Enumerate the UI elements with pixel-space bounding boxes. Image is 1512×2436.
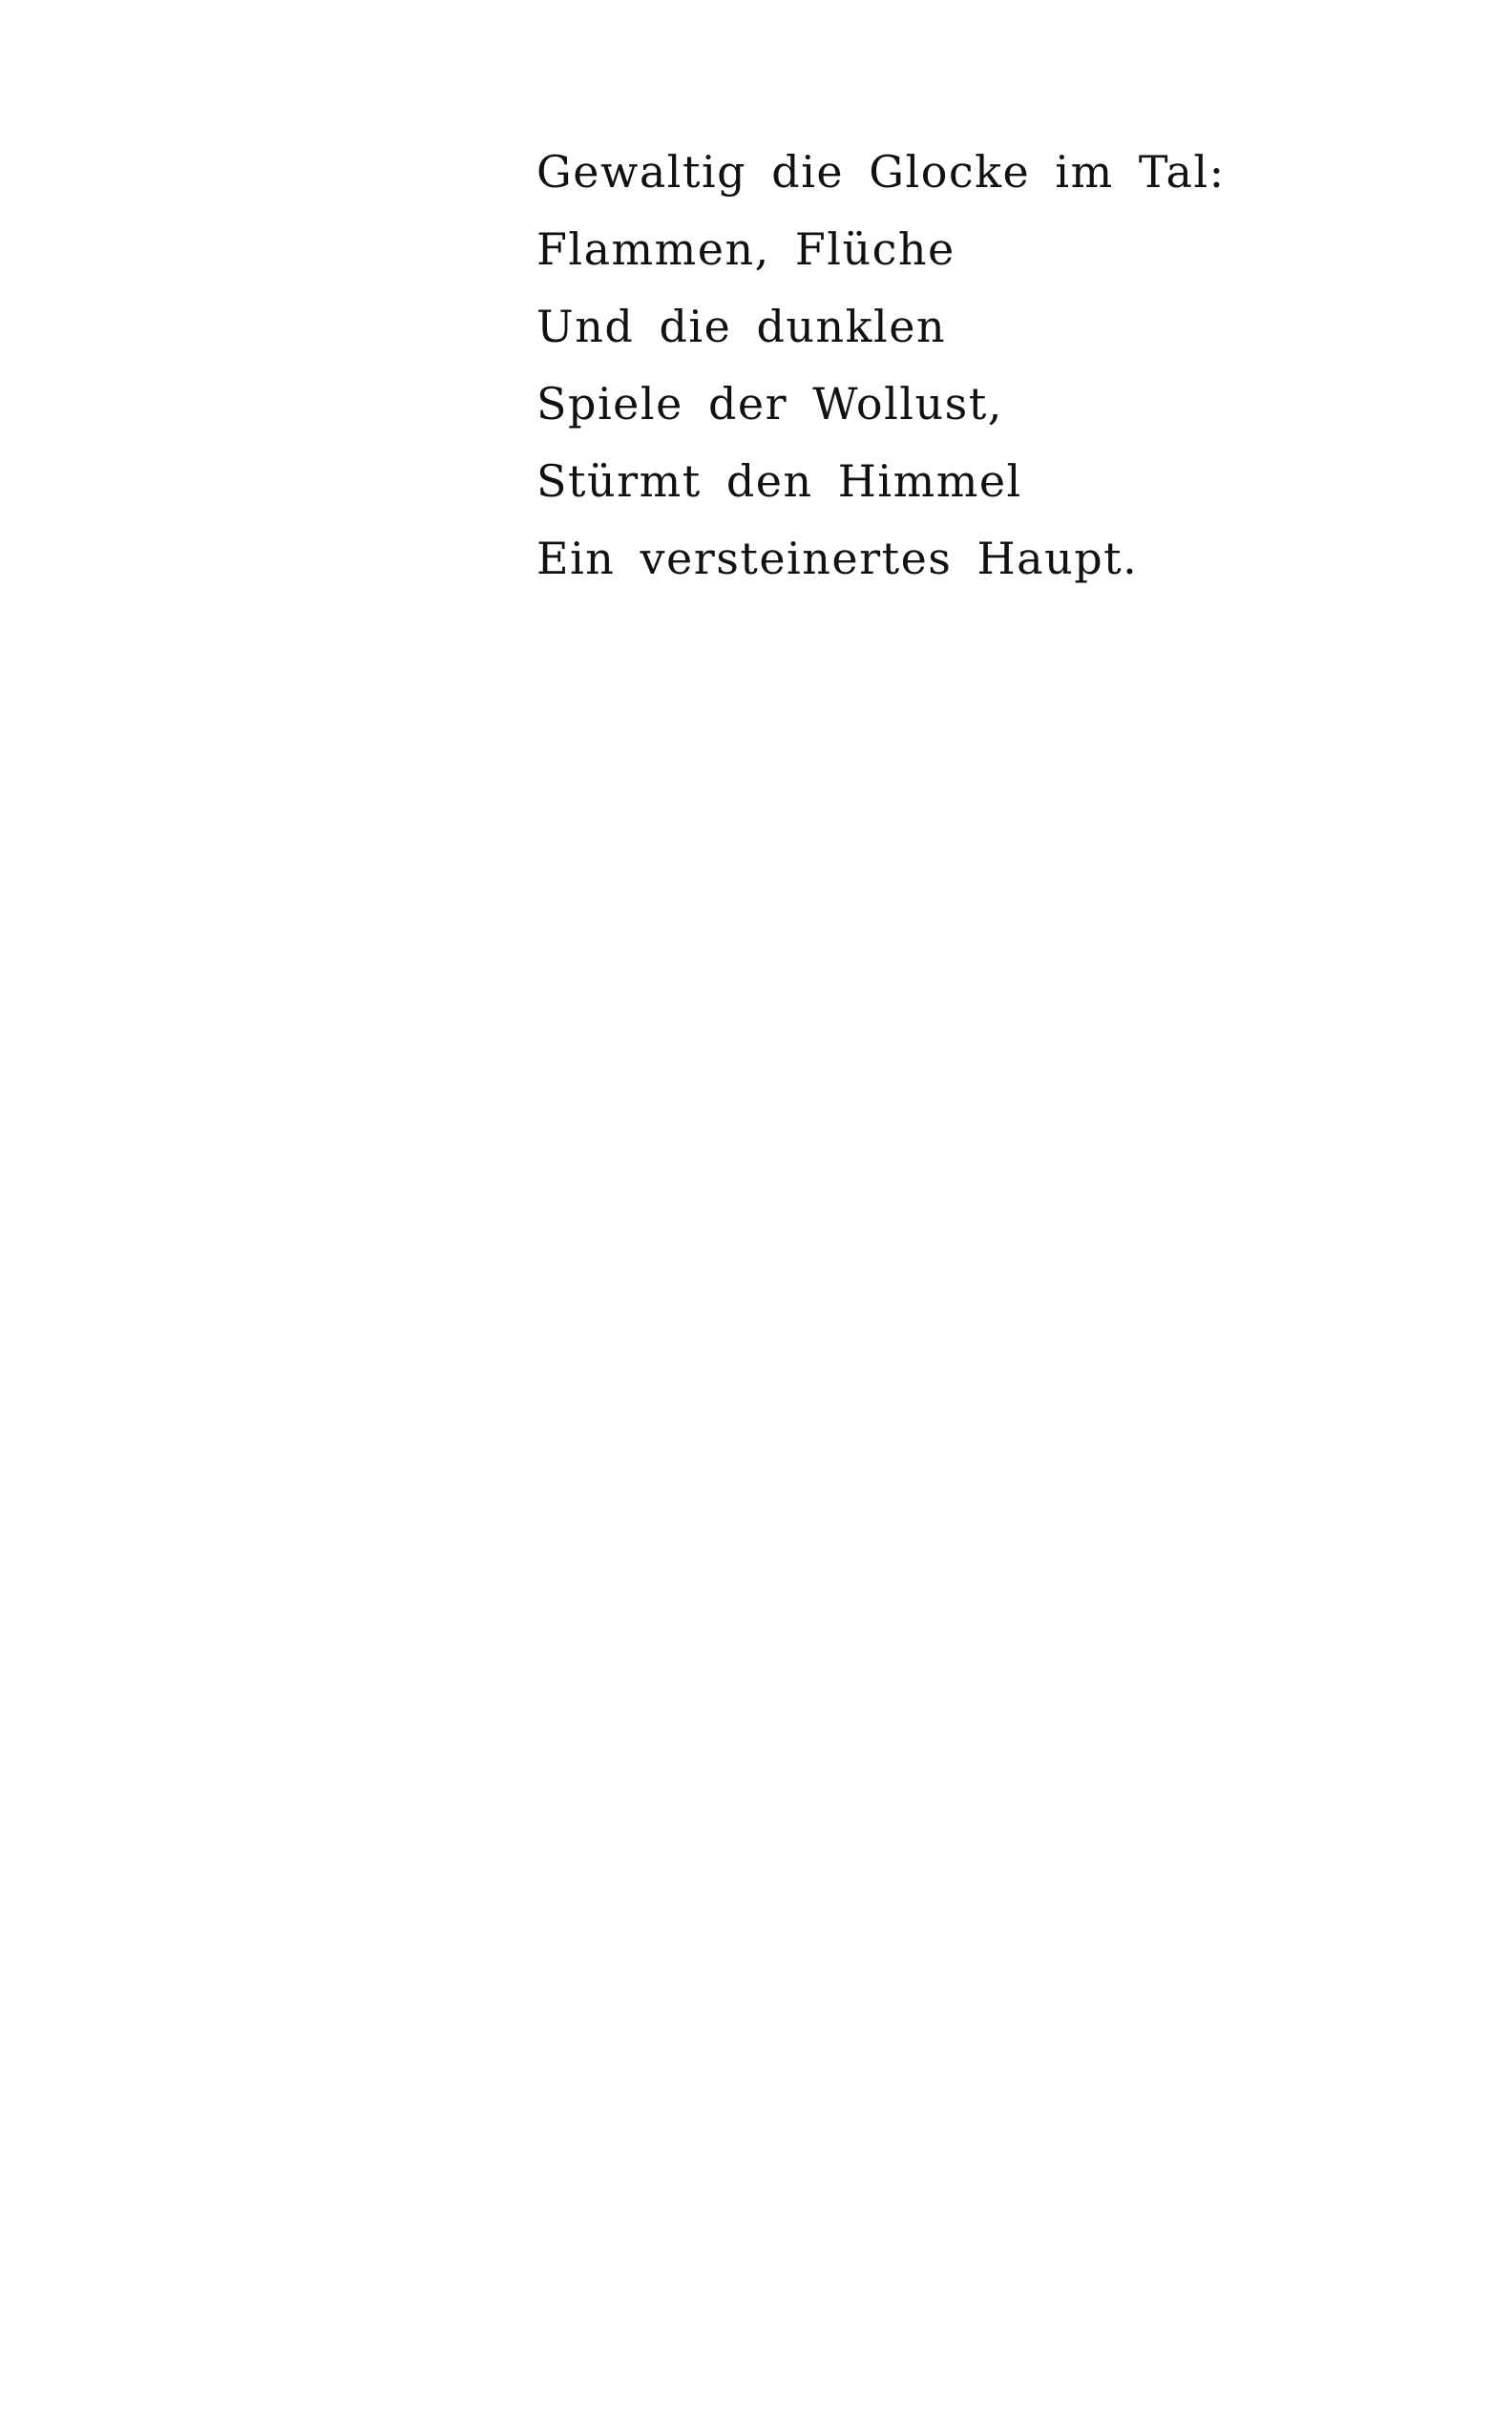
poem-stanza [536,134,1226,598]
poem-line-3: Und die dunklen [536,301,947,352]
poem-line-6: Ein versteinertes Haupt. [536,533,1139,584]
poem-line-4: Spiele der Wollust, [536,378,1003,430]
poem-line-1: Gewaltig die Glocke im Tal: [536,146,1226,198]
poem-line-2: Flammen, Flüche [536,223,956,275]
poem-line-5: Stürmt den Himmel [536,455,1022,507]
